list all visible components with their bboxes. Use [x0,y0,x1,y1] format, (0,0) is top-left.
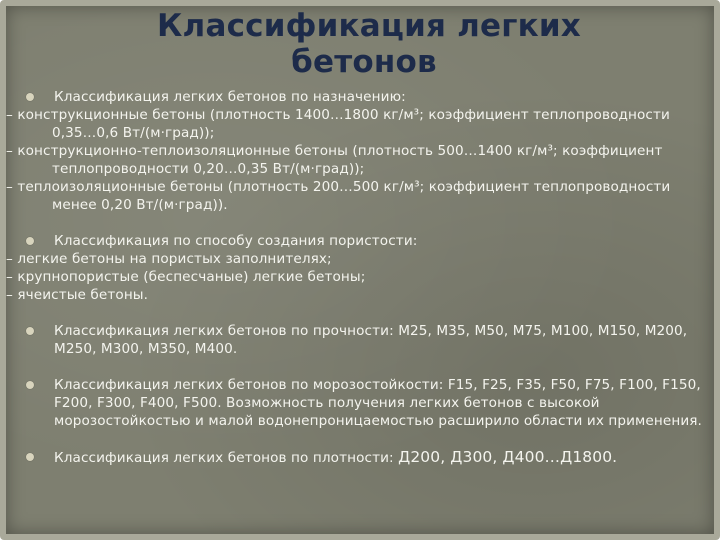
bullet-strength-heading: Классификация легких бетонов по прочности: [54,323,394,339]
bullet-density-heading: Классификация легких бетонов по плотности: [54,450,394,466]
bullet-purpose-heading: Классификация легких бетонов по назначению: [54,89,406,105]
list-item: – ячеистые бетоны. [6,287,149,303]
list-item: – теплоизоляционные бетоны (плотность 200…500 кг/м³; коэффициент теплопроводности менее 0,20 Вт/(м·град)). [6,179,671,213]
list-item: – конструкционные бетоны (плотность 1400…1800 кг/м³; коэффициент теплопроводности 0,35…0,6 Вт/(м·град)); [6,107,670,141]
list-item: – крупнопористые (беспесчаные) легкие бетоны; [6,269,366,285]
title-line-1: Классификация легких [157,8,581,44]
list-item: – легкие бетоны на пористых заполнителях; [6,251,332,267]
bullet-strength [40,322,706,358]
list-item: – конструкционно-теплоизоляционные бетоны (плотность 500…1400 кг/м³; коэффициент теплопроводности 0,20…0,35 Вт/(м·град)); [6,143,663,177]
slide-content [6,88,706,467]
bullet-porosity-heading: Классификация по способу создания пористости: [54,233,418,249]
bullet-porosity [40,232,706,250]
bullet-frost [40,376,706,430]
bullet-purpose [40,88,706,106]
title-line-2: бетонов [291,44,437,80]
bullet-density [40,448,706,467]
bullet-frost-value: F15, F25, F35, F50, F75, F100, F150, F200, F300, F400, F500. Возможность получения легких бетонов с высокой морозостойкостью и малой водонепроницаемостью расширило области их применения. [54,377,702,429]
bullet-strength-value: М25, М35, М50, М75, М100, М150, М200, М250, М300, М350, М400. [54,323,688,357]
bullet-frost-heading: Классификация легких бетонов по морозостойкости: [54,377,444,393]
slide-title [6,8,714,80]
bullet-density-value: Д200, Д300, Д400…Д1800. [398,448,618,466]
